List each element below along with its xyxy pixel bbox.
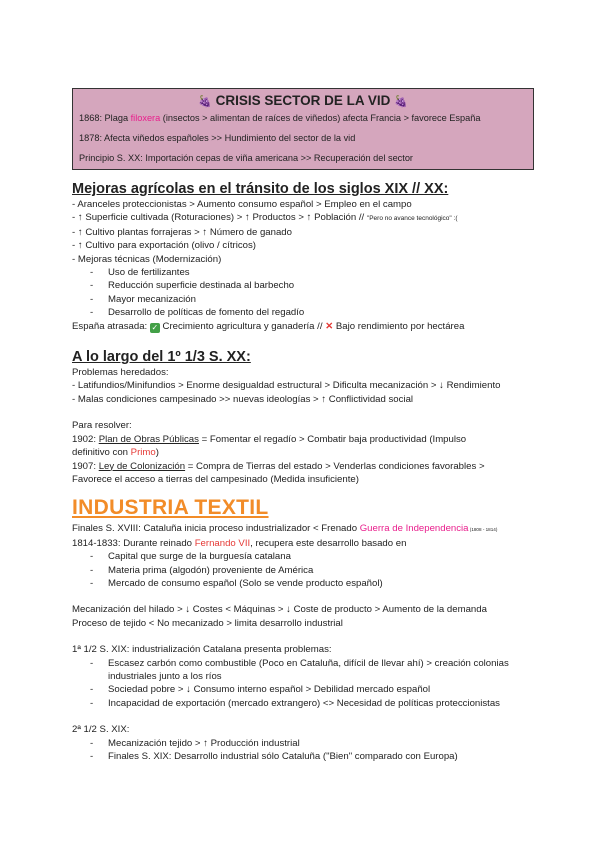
year-1868: 1868: <box>79 113 102 123</box>
text: España atrasada: <box>72 320 150 332</box>
cross-icon: ✕ <box>325 320 334 332</box>
list-item: - Escasez carbón como combustible (Poco en Cataluña, difícil de llevar ahí) > creación colonias industriales junto a los ríos <box>72 657 532 684</box>
list-item: - Mercado de consumo español (Solo se vende producto español) <box>72 577 532 590</box>
text: = Compra de Tierras del estado > Venderlas condiciones favorables > <box>185 460 485 472</box>
textil-title: INDUSTRIA TEXTIL <box>72 496 269 520</box>
ley-colonizacion: Ley de Colonización <box>98 460 186 472</box>
filoxera-highlight: filoxera <box>130 113 161 123</box>
half1-label: 1ª 1/2 S. XIX: industrialización Catalana presenta problemas: <box>72 644 332 656</box>
mejoras-line5: - Mejoras técnicas (Modernización) <box>72 253 222 265</box>
grapes-icon: 🍇 <box>394 96 408 108</box>
mejoras-line4: - ↑ Cultivo para exportación (olivo / cítricos) <box>72 240 256 252</box>
textil-intro1 <box>72 522 532 536</box>
text: 1814-1833: Durante reinado <box>72 537 195 549</box>
mejoras-line1: - Aranceles proteccionistas > Aumento consumo español > Empleo en el campo <box>72 199 412 210</box>
crisis-box <box>72 88 534 170</box>
guerra-dates: (1808 - 1814) <box>468 527 498 533</box>
problem-1: - Latifundios/Minifundios > Enorme desigualdad estructural > Dificulta mecanización > ↓ Rendimiento <box>72 380 501 392</box>
plan-1902-line2 <box>72 446 532 459</box>
text: , recupera este desarrollo basado en <box>250 537 407 549</box>
year-1902: 1902: <box>72 433 99 445</box>
mejoras-summary <box>72 320 532 333</box>
ley-1907-line2: Favorece el acceso a tierras del campesinado (Medida insuficiente) <box>72 473 359 485</box>
crisis-title-text: CRISIS SECTOR DE LA VID <box>215 93 391 108</box>
list-item: - Sociedad pobre > ↓ Consumo interno español > Debilidad mercado español <box>72 683 532 696</box>
ley-1907-line <box>72 460 532 473</box>
problem-2: - Malas condiciones campesinado >> nuevas ideologías > ↑ Conflictividad social <box>72 393 414 405</box>
section-mejoras <box>72 180 532 333</box>
resolve-label: Para resolver: <box>72 420 132 432</box>
base-list <box>72 550 532 590</box>
list-item: - Desarrollo de políticas de fomento del regadío <box>72 306 532 319</box>
list-item: - Incapacidad de exportación (mercado extrangero) <> Necesidad de políticas proteccionistas <box>72 697 532 710</box>
text: definitivo con <box>72 447 131 459</box>
mecanizacion-2: Proceso de tejido < No mecanizado > limita desarrollo industrial <box>72 617 343 629</box>
problems-label: Problemas heredados: <box>72 367 169 379</box>
text: Plaga <box>102 113 131 123</box>
list-item: - Mayor mecanización <box>72 293 532 306</box>
guerra-highlight: Guerra de Independencia <box>359 523 469 535</box>
check-icon: ✓ <box>151 322 159 332</box>
year-1907: 1907: <box>72 460 99 472</box>
fernando-highlight: Fernando VII <box>194 537 251 549</box>
grapes-icon: 🍇 <box>198 96 212 108</box>
crisis-title <box>79 92 527 111</box>
text: - ↑ Superficie cultivada (Roturaciones) > ↑ Productos > ↑ Población // <box>72 212 367 224</box>
plan-obras-publicas: Plan de Obras Públicas <box>98 433 199 445</box>
half2-list <box>72 737 532 764</box>
mecanizacion-1: Mecanización del hilado > ↓ Costes < Máquinas > ↓ Coste de producto > Aumento de la demanda <box>72 604 487 616</box>
list-item: - Finales S. XIX: Desarrollo industrial sólo Cataluña ("Bien" comparado con Europa) <box>72 750 532 763</box>
textil-intro2 <box>72 537 532 550</box>
list-item: - Mecanización tejido > ↑ Producción industrial <box>72 737 532 750</box>
text: (insectos > alimentan de raíces de viñedos) afecta Francia > favorece España <box>160 113 481 123</box>
mejoras-heading: Mejoras agrícolas en el tránsito de los siglos XIX // XX: <box>72 181 449 197</box>
half1-list <box>72 657 532 711</box>
section-xx <box>72 348 532 486</box>
list-item: - Reducción superficie destinada al barbecho <box>72 279 532 292</box>
crisis-p3: Principio S. XX: Importación cepas de viña americana >> Recuperación del sector <box>79 153 413 163</box>
xx-heading: A lo largo del 1º 1/3 S. XX: <box>72 349 251 366</box>
crisis-p1 <box>79 112 527 124</box>
small-note: "Pero no avance tecnológico" :( <box>366 215 458 223</box>
crisis-p2: 1878: Afecta viñedos españoles >> Hundimiento del sector de la vid <box>79 133 356 143</box>
text: Finales S. XVIII: Cataluña inicia proceso industrializador < Frenado <box>72 523 360 535</box>
list-item: - Uso de fertilizantes <box>72 266 532 279</box>
mejoras-line2 <box>72 211 532 225</box>
plan-1902-line <box>72 433 532 446</box>
half2-label: 2ª 1/2 S. XIX: <box>72 724 130 736</box>
text: ) <box>155 447 159 459</box>
text: Bajo rendimiento por hectárea <box>333 320 465 332</box>
primo-highlight: Primo <box>130 447 156 459</box>
mejoras-line3: - ↑ Cultivo plantas forrajeras > ↑ Número de ganado <box>72 226 292 238</box>
text: Crecimiento agricultura y ganadería // <box>159 320 326 332</box>
list-item: - Materia prima (algodón) proveniente de América <box>72 564 532 577</box>
mejoras-list <box>72 266 532 320</box>
section-textil <box>72 495 532 763</box>
text: = Fomentar el regadío > Combatir baja productividad (Impulso <box>198 433 467 445</box>
document-page <box>72 88 532 763</box>
list-item: - Capital que surge de la burguesía catalana <box>72 550 532 563</box>
